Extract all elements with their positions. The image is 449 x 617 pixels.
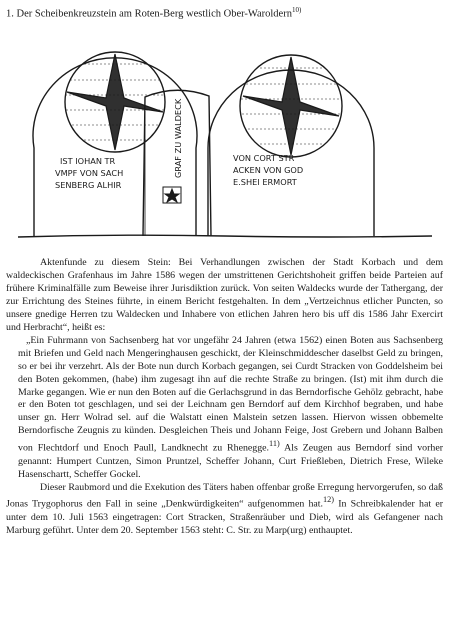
right-inscription-line-2: ACKEN VON GOD [233, 165, 304, 175]
left-inscription-line-1: IST IOHAN TR [60, 156, 116, 166]
paragraph-execution-part1: Dieser Raubmord und die Exekution des Täters haben offenbar große Erregung hervorgerufen, so daß Jonas Trygophorus den Fall in seine „Denkwürdigkeiten“ aufgenommen hat. [6, 481, 443, 510]
right-inscription-line-1: VON CORT STR [233, 153, 295, 163]
quotation-report [6, 335, 443, 482]
paragraph-findings: Aktenfunde zu diesem Stein: Bei Verhandlungen zwischen der Stadt Korbach und dem waldeckischen Grafenhaus im Jahre 1586 wegen der umstrittenen Gerichtshoheit griffen beide Parteien auf frühere Kriminalfälle zum Beweise ihrer Jurisdiktion zurück. Von seiten Waldecks wurde der Tathergang, der zur Errichtung des Steines führte, in einem Bericht festgehalten. In dem „Vertzeichnus etlicher Puncten, so unsere gnedige Herren tzu Waldecken und Inhabere von etlichen Jahren hero bis uff dis 1586 Jahr Exercirt und Herbracht“, heißt es: [6, 257, 443, 333]
heading-title: Der Scheibenkreuzstein am Roten-Berg westlich Ober-Waroldern [16, 8, 292, 20]
right-cross-icon [241, 57, 341, 155]
ground-line [18, 235, 432, 237]
right-inscription-line-3: E.SHEI ERMORT [233, 177, 297, 187]
middle-vertical-inscription: GRAF ZU WALDECK [173, 98, 183, 178]
heading-footnote-ref: 10) [291, 6, 302, 14]
stone-illustration [0, 40, 449, 240]
footnote-ref-12: 12) [323, 495, 335, 505]
quotation-text: „Ein Fuhrmann von Sachsenberg hat vor ungefähr 24 Jahren (etwa 1562) einen Boten aus Sachsenberg mit Briefen und Geld nach Mengeringhausen geschickt, der Kleinschmiddescher daselbst Geld zu bringen, so er bei ihr verzehrt. Als der Bote nun durch Korbach gegangen, sei Curdt Stracken von Goddelsheim bei den Boten gekommen, (habe) ihm zugesagt ihn auf die rechte Straße zu bringen. (Ist) mit ihm durch die Marke gegangen. Wie er nun den Boten auf die Gerlachsgrund in das Berndorfische Gehölz gebracht, habe er den Boten tot geschlagen, und sei der Leichnam gen Berndorf auf dem Kirchhof begraben, und habe unser gn. Herr Wolrad sel. auf die Walstatt einen Malstein setzen lassen. Hiervon wissen obbemelte Berndorfische Zeugnis zu künden. Desgleichen Theis und Johann Feige, Jost Grebern und Johann Balben von Flechtdorf und Enoch Paull, Landknecht zu Rhenegge. [18, 334, 443, 454]
heading-number: 1. [6, 8, 14, 20]
quotation-witnesses: Als Zeugen aus Berndorf sind vorher genannt: Humpert Cuntzen, Simon Pruntzel, Scheffer Johann, Curt Frießleben, Dietrich Frese, Wileke Hasenschartt, Scheffer Gockel. [18, 442, 443, 480]
paragraph-execution [6, 482, 443, 538]
paragraph-execution-part2: In Schreibkalender hat er unter dem 10. Juli 1563 eingetragen: Cort Stracken, Straßenräuber und Dieb, wird als Gefangener nach Marburg geführt. Unter dem 20. September 1563 steht: C. Str. zu Marp(urg) enthauptet. [6, 498, 443, 536]
left-inscription-line-3: SENBERG ALHIR [55, 180, 122, 190]
section-heading [6, 4, 446, 21]
footnote-ref-11: 11) [269, 439, 280, 449]
left-cross-icon [65, 54, 165, 150]
body-text [6, 257, 443, 538]
waldeck-star-icon [163, 187, 181, 203]
left-inscription-line-2: VMPF VON SACH [55, 168, 124, 178]
